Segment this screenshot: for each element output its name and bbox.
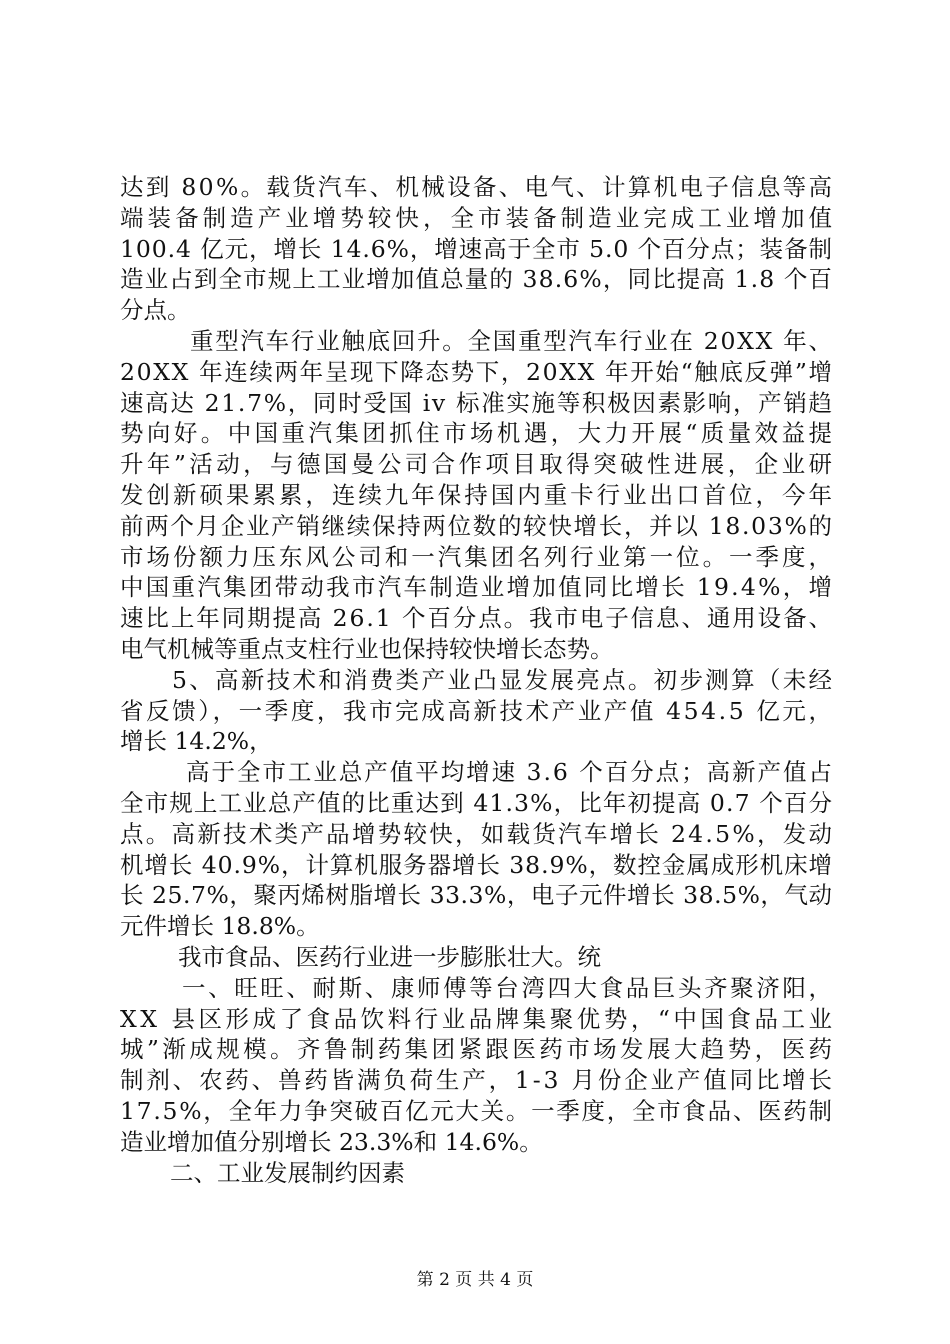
text-line: 势向好。中国重汽集团抓住市场机遇，大力开展“质量效益提 xyxy=(120,419,836,448)
text-line: 元件增长 18.8%。 xyxy=(120,912,320,941)
document-body xyxy=(120,172,837,1188)
text-line: 二、工业发展制约因素 xyxy=(170,1158,405,1187)
text-line: 全市规上工业总产值的比重达到 41.3%，比年初提高 0.7 个百分 xyxy=(120,788,834,817)
text-line: 增长 14.2%， xyxy=(120,727,273,756)
text-line: 速高达 21.7%，同时受国 iv 标准实施等积极因素影响，产销趋 xyxy=(120,388,834,417)
text-line: 造业增加值分别增长 23.3%和 14.6%。 xyxy=(120,1127,543,1156)
text-line: 重型汽车行业触底回升。全国重型汽车行业在 20XX 年、 xyxy=(190,326,834,355)
text-line: 前两个月企业产销继续保持两位数的较快增长，并以 18.03%的 xyxy=(120,511,834,540)
text-line: 我市食品、医药行业进一步膨胀壮大。统 xyxy=(178,942,601,971)
text-line: 100.4 亿元，增长 14.6%，增速高于全市 5.0 个百分点；装备制 xyxy=(120,234,833,263)
text-line: 17.5%，全年力争突破百亿元大关。一季度，全市食品、医药制 xyxy=(120,1096,834,1125)
text-line: 高于全市工业总产值平均增速 3.6 个百分点；高新产值占 xyxy=(186,758,834,787)
text-line: 长 25.7%，聚丙烯树脂增长 33.3%，电子元件增长 38.5%，气动 xyxy=(120,881,833,910)
text-line: 电气机械等重点支柱行业也保持较快增长态势。 xyxy=(120,634,614,663)
text-line: 5、高新技术和消费类产业凸显发展亮点。初步测算（未经 xyxy=(172,665,835,694)
text-line: 城”渐成规模。齐鲁制药集团紧跟医药市场发展大趋势，医药 xyxy=(120,1035,836,1064)
text-line: 制剂、农药、兽药皆满负荷生产，1-3 月份企业产值同比增长 xyxy=(120,1066,835,1095)
text-line: 造业占到全市规上工业增加值总量的 38.6%，同比提高 1.8 个百 xyxy=(120,265,834,294)
text-line: 20XX 年连续两年呈现下降态势下，20XX 年开始“触底反弹”增 xyxy=(120,357,834,386)
text-line: 一、旺旺、耐斯、康师傅等台湾四大食品巨头齐聚济阳， xyxy=(182,973,835,1002)
text-line: 速比上年同期提高 26.1 个百分点。我市电子信息、通用设备、 xyxy=(120,604,834,633)
text-line: 升年”活动，与德国曼公司合作项目取得突破性进展，企业研 xyxy=(120,450,836,479)
text-line: 点。高新技术类产品增势较快，如载货汽车增长 24.5%，发动 xyxy=(120,819,835,848)
text-line: 达到 80%。载货汽车、机械设备、电气、计算机电子信息等高 xyxy=(120,173,835,201)
text-line: 省反馈），一季度，我市完成高新技术产业产值 454.5 亿元， xyxy=(120,696,835,725)
text-line: 端装备制造产业增势较快，全市装备制造业完成工业增加值 xyxy=(120,203,837,232)
text-line: 发创新硕果累累，连续九年保持国内重卡行业出口首位，今年 xyxy=(120,480,835,509)
text-line: 机增长 40.9%，计算机服务器增长 38.9%，数控金属成形机床增 xyxy=(120,850,833,879)
text-line: 市场份额力压东风公司和一汽集团名列行业第一位。一季度， xyxy=(120,542,835,571)
page-footer: 第 2 页 共 4 页 xyxy=(416,1270,534,1290)
text-line: 分点。 xyxy=(120,296,191,325)
text-line: 中国重汽集团带动我市汽车制造业增加值同比增长 19.4%，增 xyxy=(120,573,835,602)
text-line: XX 县区形成了食品饮料行业品牌集聚优势，“中国食品工业 xyxy=(120,1004,836,1033)
